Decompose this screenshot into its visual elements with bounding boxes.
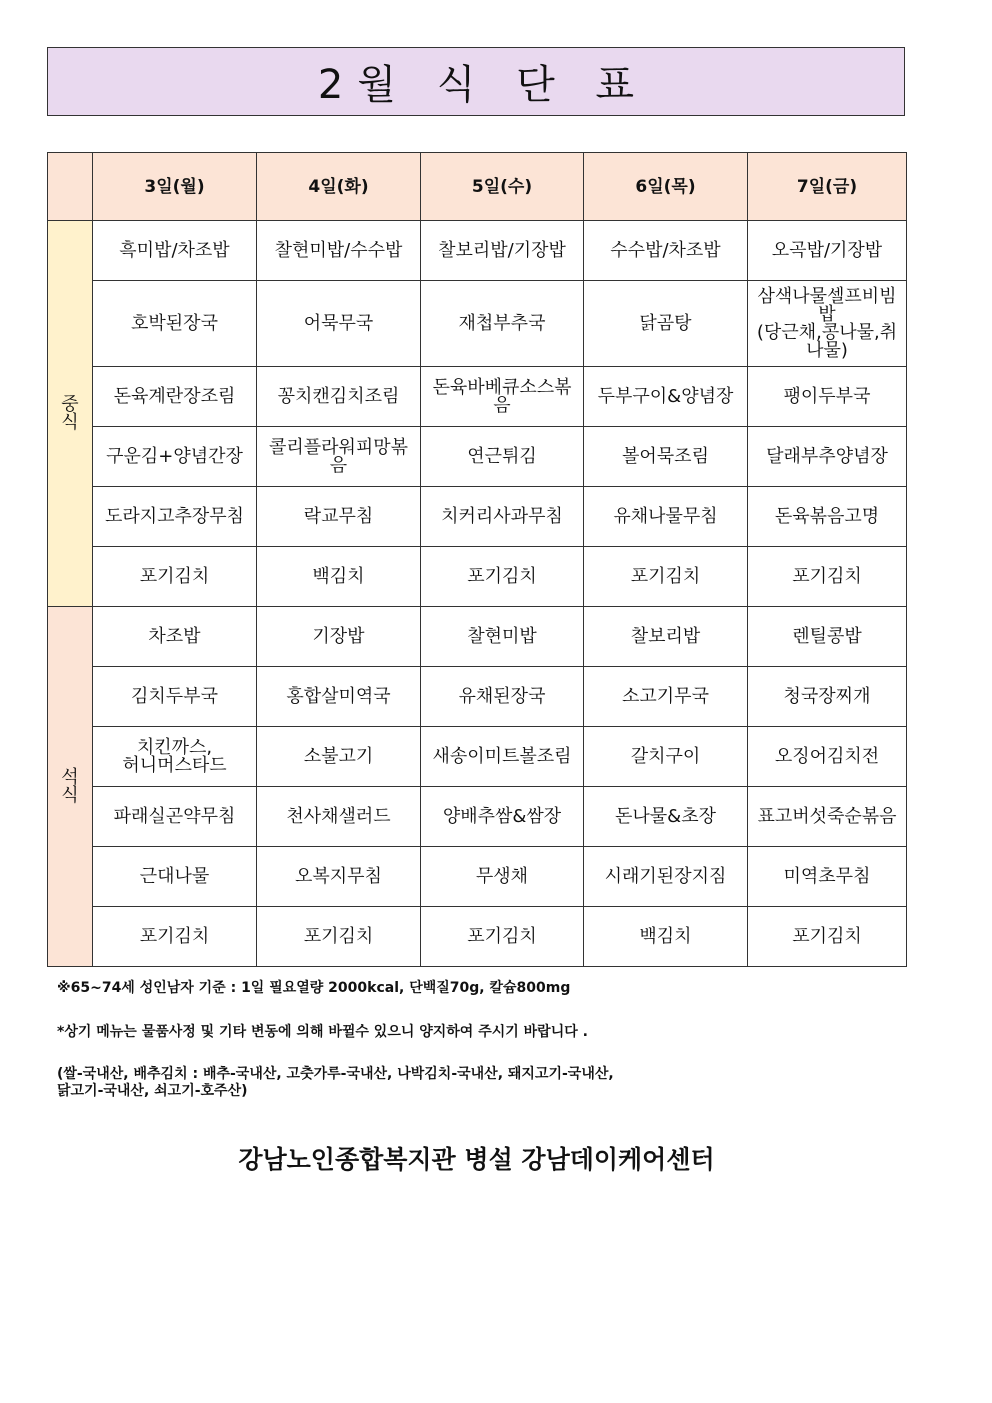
calorie-note: ※65~74세 성인남자 기준 : 1일 필요열량 2000kcal, 단백질70g, 칼슘800mg <box>57 980 571 996</box>
menu-cell: 찰현미밥/수수밥 <box>257 221 421 281</box>
lunch-row <box>48 367 907 427</box>
menu-cell: 포기김치 <box>93 907 257 967</box>
menu-cell: 오곡밥/기장밥 <box>748 221 907 281</box>
dinner-row <box>48 667 907 727</box>
dinner-row <box>48 847 907 907</box>
day-header: 5일(수) <box>421 153 584 221</box>
menu-cell: 닭곰탕 <box>584 281 748 367</box>
menu-cell: 김치두부국 <box>93 667 257 727</box>
header-corner <box>48 153 93 221</box>
menu-cell: 유채된장국 <box>421 667 584 727</box>
dinner-row <box>48 727 907 787</box>
dinner-row <box>48 907 907 967</box>
menu-cell: 팽이두부국 <box>748 367 907 427</box>
lunch-row <box>48 427 907 487</box>
menu-cell: 포기김치 <box>748 907 907 967</box>
menu-cell: 삼색나물셀프비빔밥 (당근채,콩나물,취나물) <box>748 281 907 367</box>
lunch-row <box>48 547 907 607</box>
menu-cell: 새송이미트볼조림 <box>421 727 584 787</box>
menu-cell: 찰현미밥 <box>421 607 584 667</box>
header-row <box>48 153 907 221</box>
page-title: 2월 식 단 표 <box>317 62 649 108</box>
menu-cell: 돈육바베큐소스볶음 <box>421 367 584 427</box>
day-header: 4일(화) <box>257 153 421 221</box>
menu-cell: 차조밥 <box>93 607 257 667</box>
menu-cell: 찰보리밥 <box>584 607 748 667</box>
menu-cell: 포기김치 <box>93 547 257 607</box>
menu-cell: 달래부추양념장 <box>748 427 907 487</box>
menu-cell: 돈육계란장조림 <box>93 367 257 427</box>
dinner-row <box>48 607 907 667</box>
menu-cell: 어묵무국 <box>257 281 421 367</box>
menu-cell: 락교무침 <box>257 487 421 547</box>
menu-cell: 양배추쌈&쌈장 <box>421 787 584 847</box>
menu-cell: 오복지무침 <box>257 847 421 907</box>
menu-cell: 포기김치 <box>257 907 421 967</box>
menu-cell: 백김치 <box>257 547 421 607</box>
menu-cell: 홍합살미역국 <box>257 667 421 727</box>
menu-cell: 수수밥/차조밥 <box>584 221 748 281</box>
menu-cell: 연근튀김 <box>421 427 584 487</box>
facility-name: 강남노인종합복지관 병설 강남데이케어센터 <box>238 1145 715 1174</box>
menu-cell: 소불고기 <box>257 727 421 787</box>
menu-cell: 볼어묵조림 <box>584 427 748 487</box>
menu-cell: 시래기된장지짐 <box>584 847 748 907</box>
menu-cell: 치커리사과무침 <box>421 487 584 547</box>
menu-cell: 포기김치 <box>421 907 584 967</box>
menu-cell: 포기김치 <box>421 547 584 607</box>
menu-cell: 포기김치 <box>584 547 748 607</box>
origin-note-line1: (쌀-국내산, 배추김치 : 배추-국내산, 고춧가루-국내산, 나박김치-국내산, 돼지고기-국내산, <box>57 1066 614 1082</box>
menu-cell: 찰보리밥/기장밥 <box>421 221 584 281</box>
menu-cell: 표고버섯죽순볶음 <box>748 787 907 847</box>
menu-cell: 흑미밥/차조밥 <box>93 221 257 281</box>
menu-cell: 재첩부추국 <box>421 281 584 367</box>
menu-cell: 파래실곤약무침 <box>93 787 257 847</box>
menu-cell: 청국장찌개 <box>748 667 907 727</box>
menu-table <box>47 152 907 967</box>
lunch-label: 중 식 <box>48 221 93 607</box>
menu-cell: 근대나물 <box>93 847 257 907</box>
dinner-row <box>48 787 907 847</box>
dinner-label: 석 식 <box>48 607 93 967</box>
menu-cell: 치킨까스, 허니머스타드 <box>93 727 257 787</box>
menu-cell: 무생채 <box>421 847 584 907</box>
menu-cell: 구운김+양념간장 <box>93 427 257 487</box>
menu-cell: 유채나물무침 <box>584 487 748 547</box>
menu-cell: 미역초무침 <box>748 847 907 907</box>
menu-cell: 백김치 <box>584 907 748 967</box>
menu-cell: 꽁치캔김치조림 <box>257 367 421 427</box>
title-box <box>47 47 905 116</box>
menu-cell: 콜리플라워피망볶음 <box>257 427 421 487</box>
menu-cell: 두부구이&양념장 <box>584 367 748 427</box>
menu-cell: 돈나물&초장 <box>584 787 748 847</box>
lunch-row <box>48 487 907 547</box>
menu-cell: 갈치구이 <box>584 727 748 787</box>
day-header: 6일(목) <box>584 153 748 221</box>
menu-cell: 천사채샐러드 <box>257 787 421 847</box>
menu-cell: 도라지고추장무침 <box>93 487 257 547</box>
menu-cell: 오징어김치전 <box>748 727 907 787</box>
origin-note-line2: 닭고기-국내산, 쇠고기-호주산) <box>57 1083 248 1099</box>
menu-cell: 소고기무국 <box>584 667 748 727</box>
change-note: *상기 메뉴는 물품사정 및 기타 변동에 의해 바뀔수 있으니 양지하여 주시기 바랍니다 . <box>57 1024 588 1040</box>
menu-cell: 렌틸콩밥 <box>748 607 907 667</box>
lunch-row <box>48 221 907 281</box>
day-header: 3일(월) <box>93 153 257 221</box>
menu-cell: 기장밥 <box>257 607 421 667</box>
menu-cell: 돈육볶음고명 <box>748 487 907 547</box>
menu-cell: 호박된장국 <box>93 281 257 367</box>
day-header: 7일(금) <box>748 153 907 221</box>
menu-cell: 포기김치 <box>748 547 907 607</box>
lunch-row <box>48 281 907 367</box>
